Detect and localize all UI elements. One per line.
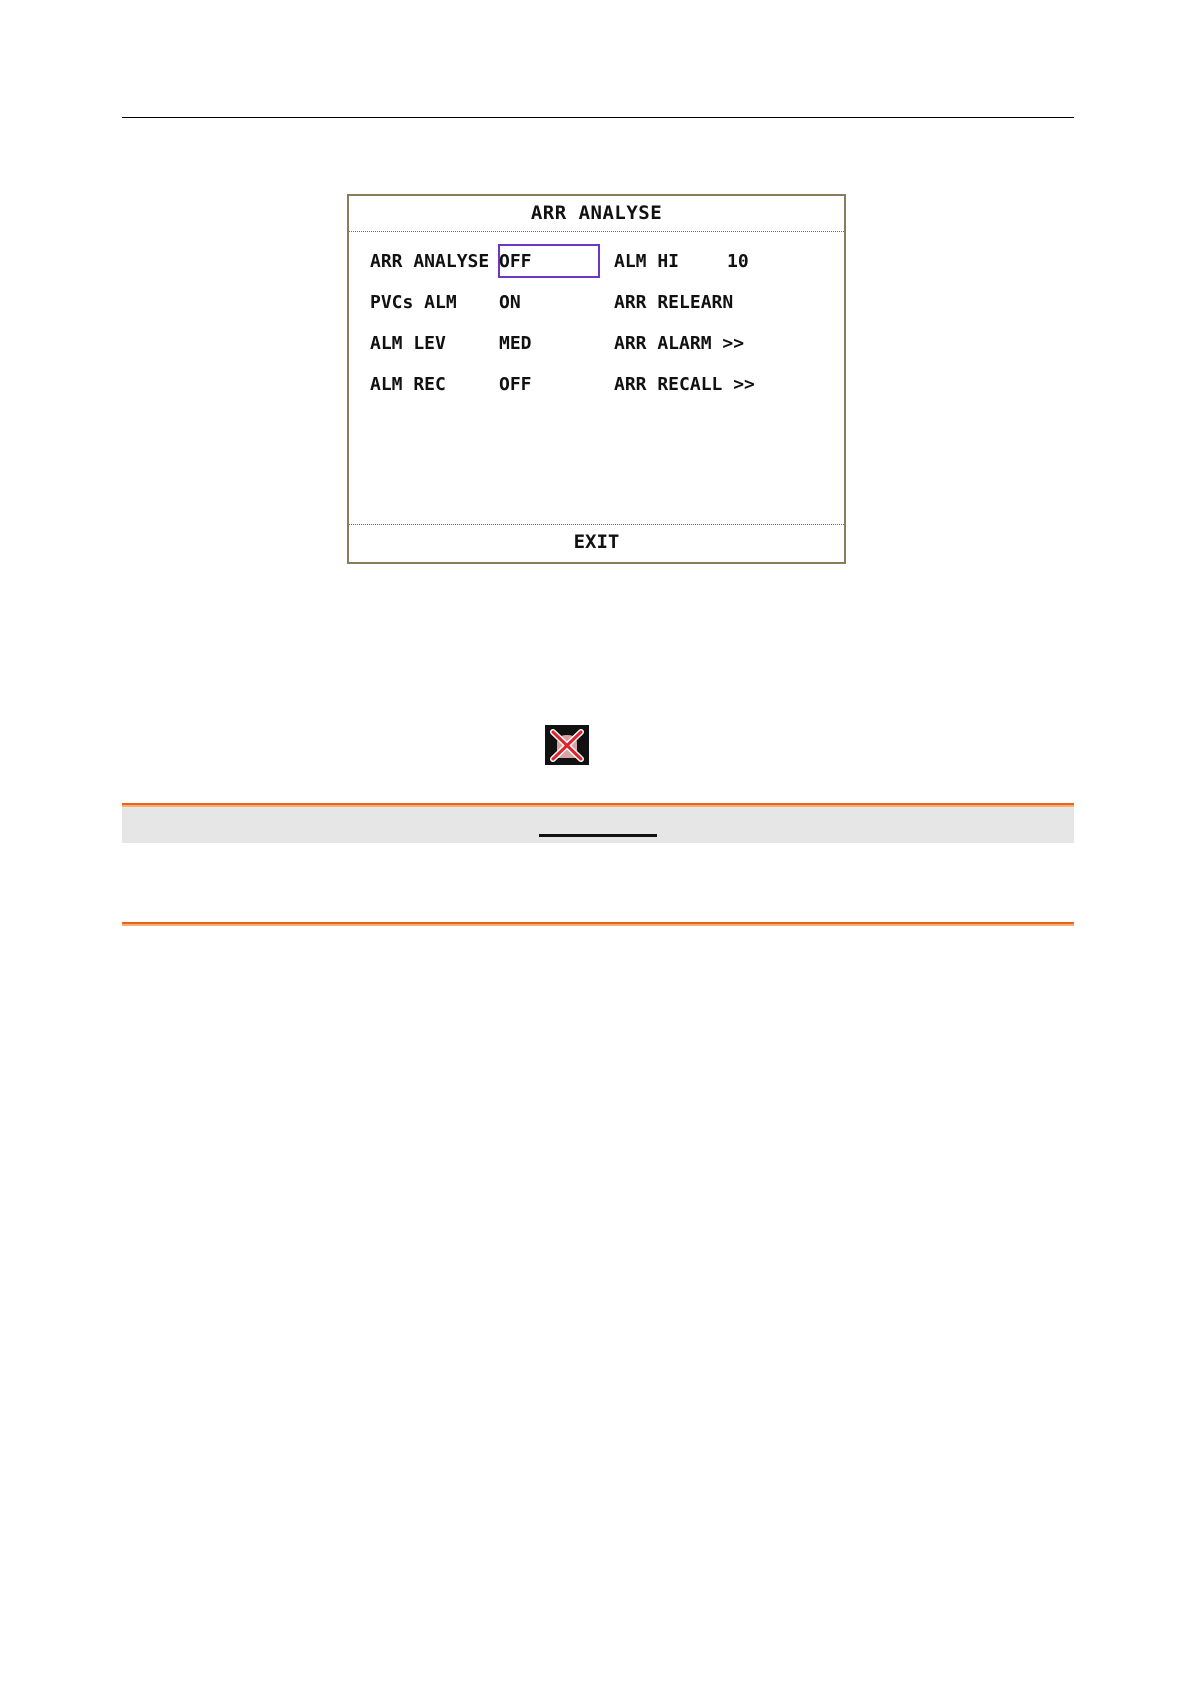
title-divider bbox=[349, 231, 844, 232]
note-title-underline bbox=[539, 834, 657, 837]
arr-analyse-value[interactable]: OFF bbox=[499, 251, 532, 272]
menu-title: ARR ANALYSE bbox=[530, 202, 663, 224]
menu-row-alm-lev bbox=[349, 326, 844, 362]
alm-hi-value[interactable]: 10 bbox=[727, 251, 749, 272]
note-bottom-rule bbox=[122, 922, 1074, 926]
alarm-off-icon bbox=[545, 725, 589, 765]
note-header-band bbox=[122, 807, 1074, 843]
exit-divider bbox=[349, 524, 844, 525]
alm-lev-value[interactable]: MED bbox=[499, 333, 532, 354]
alm-hi-label: ALM HI bbox=[614, 251, 680, 272]
arr-recall-button[interactable]: ARR RECALL >> bbox=[614, 374, 755, 395]
menu-row-arr-analyse bbox=[349, 244, 844, 280]
alm-lev-label: ALM LEV bbox=[370, 333, 446, 354]
arr-alarm-button[interactable]: ARR ALARM >> bbox=[614, 333, 745, 354]
pvcs-alm-value[interactable]: ON bbox=[499, 292, 521, 313]
arr-analyse-menu bbox=[347, 194, 846, 564]
header-rule bbox=[122, 117, 1074, 118]
menu-row-pvcs-alm bbox=[349, 285, 844, 321]
arr-analyse-label: ARR ANALYSE bbox=[370, 251, 490, 272]
menu-row-alm-rec bbox=[349, 367, 844, 403]
exit-button[interactable]: EXIT bbox=[573, 531, 620, 553]
alm-rec-value[interactable]: OFF bbox=[499, 374, 532, 395]
alm-rec-label: ALM REC bbox=[370, 374, 446, 395]
pvcs-alm-label: PVCs ALM bbox=[370, 292, 457, 313]
arr-relearn-button[interactable]: ARR RELEARN bbox=[614, 292, 734, 313]
